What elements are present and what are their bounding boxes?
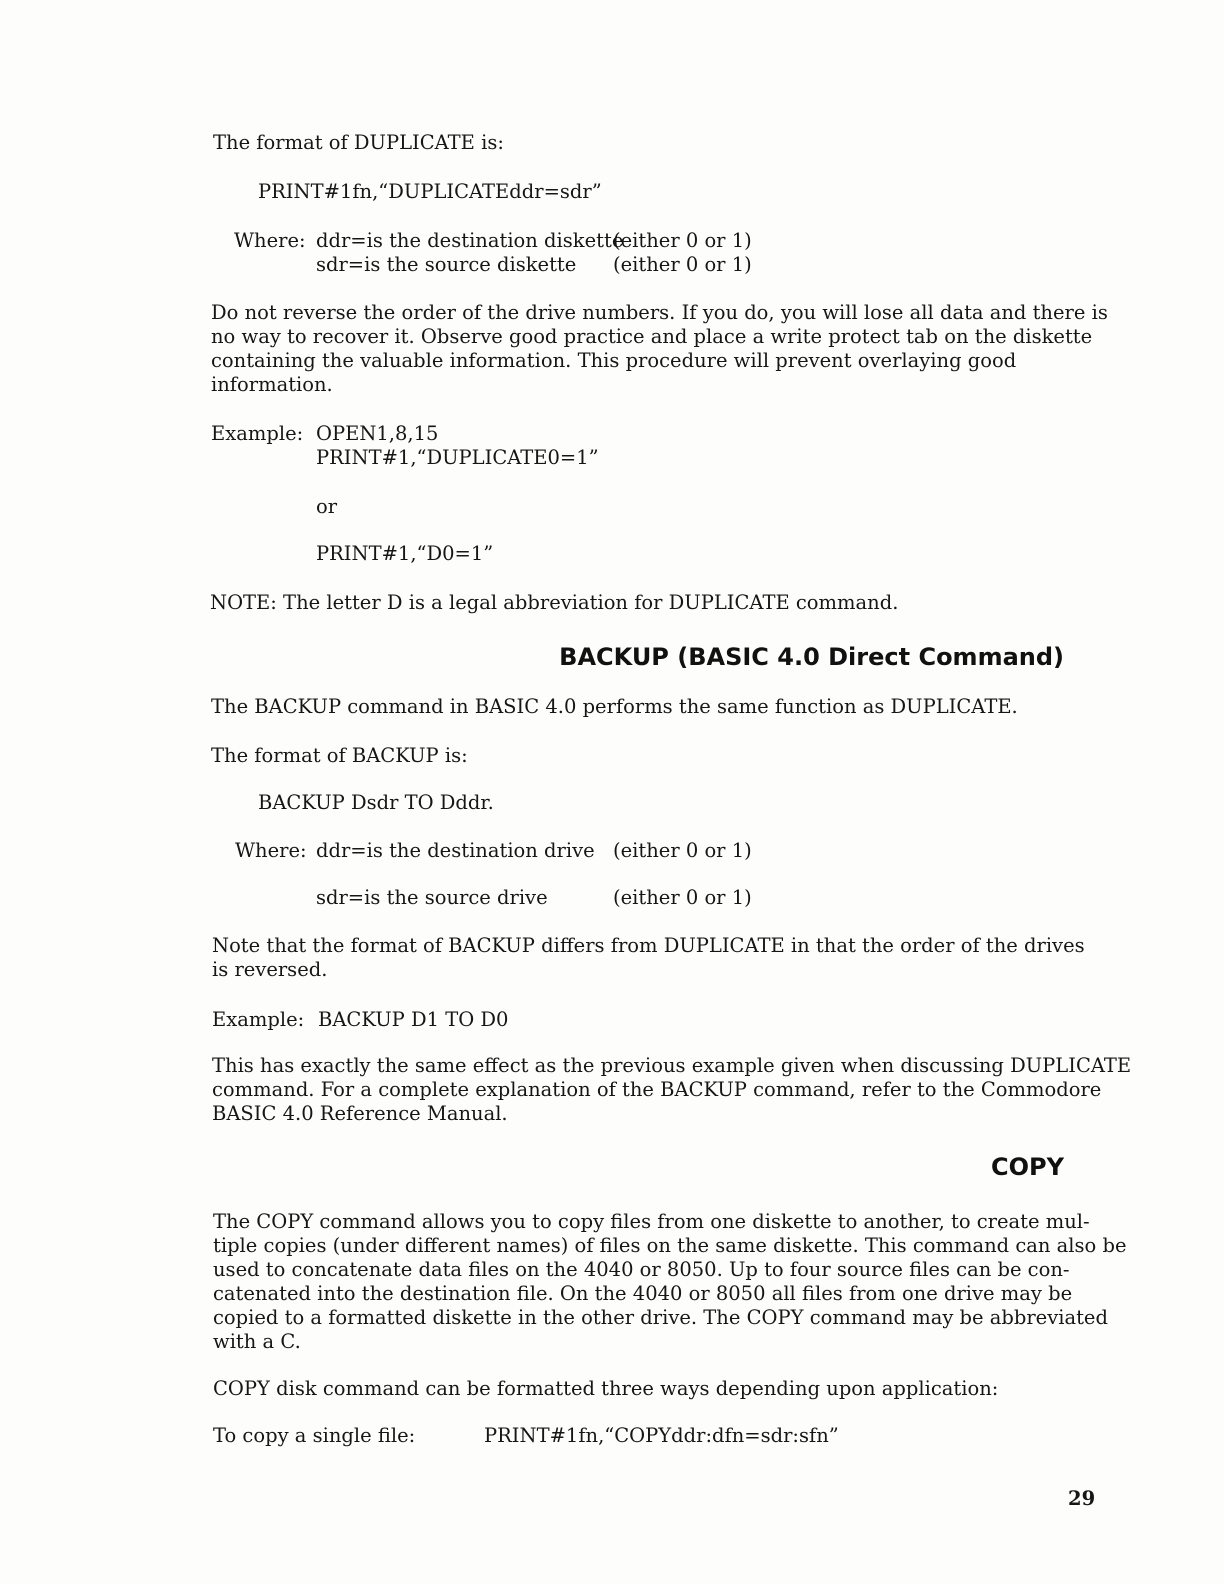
backup-effect-paragraph bbox=[212, 1054, 1132, 1126]
duplicate-note: NOTE: The letter D is a legal abbreviation for DUPLICATE command. bbox=[210, 591, 899, 614]
copy-format-intro: COPY disk command can be formatted three ways depending upon application: bbox=[213, 1377, 999, 1400]
copy-description-line: copied to a formatted diskette in the other drive. The COPY command may be abbreviated bbox=[213, 1306, 1108, 1329]
copy-description-line: catenated into the destination file. On the 4040 or 8050 all files from one drive may be bbox=[213, 1282, 1073, 1305]
backup-where-label: Where: bbox=[235, 839, 307, 862]
backup-sdr-range: (either 0 or 1) bbox=[613, 886, 752, 909]
backup-example-command: BACKUP D1 TO D0 bbox=[318, 1008, 509, 1031]
warning-line: Do not reverse the order of the drive numbers. If you do, you will lose all data and there is bbox=[211, 301, 1108, 324]
backup-note-line: Note that the format of BACKUP differs from DUPLICATE in that the order of the drives bbox=[212, 934, 1085, 957]
backup-sdr-description: sdr=is the source drive bbox=[316, 886, 548, 909]
backup-intro: The BACKUP command in BASIC 4.0 performs the same function as DUPLICATE. bbox=[211, 695, 1018, 718]
backup-effect-line: This has exactly the same effect as the previous example given when discussing DUPLICATE bbox=[212, 1054, 1132, 1077]
example-label: Example: bbox=[211, 422, 304, 445]
backup-note-line: is reversed. bbox=[212, 958, 328, 981]
backup-heading: BACKUP (BASIC 4.0 Direct Command) bbox=[559, 643, 1064, 671]
ddr-description: ddr=is the destination diskette bbox=[316, 229, 624, 252]
example-open: OPEN1,8,15 bbox=[316, 422, 439, 445]
sdr-description: sdr=is the source diskette bbox=[316, 253, 577, 276]
copy-single-label: To copy a single file: bbox=[213, 1424, 416, 1447]
backup-format-intro: The format of BACKUP is: bbox=[211, 744, 468, 767]
example-abbrev: PRINT#1,“D0=1” bbox=[316, 542, 494, 565]
backup-effect-line: BASIC 4.0 Reference Manual. bbox=[212, 1102, 508, 1125]
copy-heading: COPY bbox=[991, 1153, 1064, 1181]
backup-ddr-range: (either 0 or 1) bbox=[613, 839, 752, 862]
backup-ddr-description: ddr=is the destination drive bbox=[316, 839, 595, 862]
sdr-range: (either 0 or 1) bbox=[613, 253, 752, 276]
copy-single-command: PRINT#1fn,“COPYddr:dfn=sdr:sfn” bbox=[484, 1424, 839, 1447]
warning-line: no way to recover it. Observe good practice and place a write protect tab on the diskette bbox=[211, 325, 1093, 348]
page-number: 29 bbox=[1068, 1487, 1096, 1510]
warning-line: information. bbox=[211, 373, 333, 396]
duplicate-format-intro: The format of DUPLICATE is: bbox=[213, 131, 504, 154]
warning-line: containing the valuable information. This procedure will prevent overlaying good bbox=[211, 349, 1017, 372]
backup-note-paragraph bbox=[212, 934, 1085, 982]
duplicate-format-command: PRINT#1fn,“DUPLICATEddr=sdr” bbox=[258, 180, 602, 203]
copy-description-line: with a C. bbox=[213, 1330, 301, 1353]
where-label: Where: bbox=[234, 229, 306, 252]
copy-description-line: The COPY command allows you to copy files from one diskette to another, to create mul- bbox=[213, 1210, 1090, 1233]
backup-format-command: BACKUP Dsdr TO Dddr. bbox=[258, 791, 494, 814]
copy-description-line: tiple copies (under different names) of files on the same diskette. This command can also be bbox=[213, 1234, 1127, 1257]
copy-description-paragraph bbox=[213, 1210, 1127, 1354]
example-duplicate: PRINT#1,“DUPLICATE0=1” bbox=[316, 446, 599, 469]
backup-effect-line: command. For a complete explanation of the BACKUP command, refer to the Commodore bbox=[212, 1078, 1102, 1101]
warning-paragraph bbox=[211, 301, 1108, 397]
or-text: or bbox=[316, 495, 338, 518]
copy-description-line: used to concatenate data files on the 4040 or 8050. Up to four source files can be con- bbox=[213, 1258, 1070, 1281]
ddr-range: (either 0 or 1) bbox=[613, 229, 752, 252]
backup-example-label: Example: bbox=[212, 1008, 305, 1031]
